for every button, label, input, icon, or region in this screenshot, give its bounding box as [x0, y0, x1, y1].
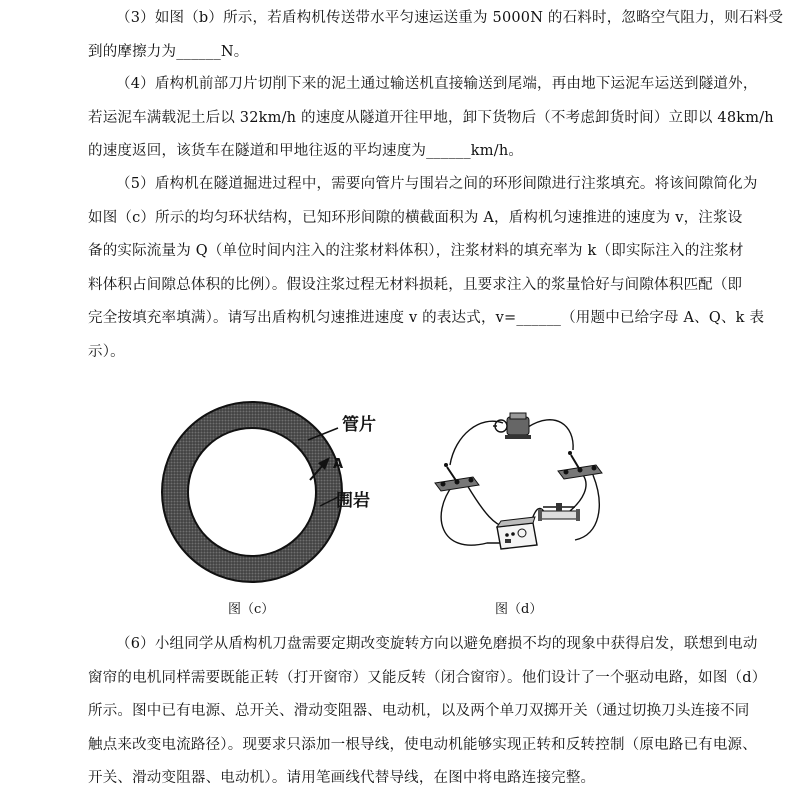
label-weiyan: 围岩	[336, 491, 370, 511]
question-3	[88, 2, 784, 69]
q6-line-1: （6）小组同学从盾构机刀盘需要定期改变旋转方向以避免磨损不均的现象中获得启发，联想到电动	[116, 636, 758, 652]
q6-line-5: 开关、滑动变阻器、电动机）。请用笔画线代替导线，在图中将电路连接完整。	[88, 770, 596, 786]
wire-motor-to-right-switch	[528, 420, 573, 450]
wire-rheostat-to-right-switch	[565, 475, 586, 515]
label-A: A	[333, 457, 344, 472]
figure-d-caption: 图（d）	[495, 602, 543, 617]
right-spdt-switch	[558, 451, 602, 479]
question-5	[88, 168, 765, 369]
electric-motor	[493, 413, 531, 439]
figure-c-caption: 图（c）	[228, 602, 275, 617]
q4-line-1: （4）盾构机前部刀片切削下来的泥土通过输送机直接输送到尾端，再由地下运泥车运送到隧道外，	[116, 76, 758, 92]
question-6	[88, 628, 767, 796]
inner-hole	[188, 428, 316, 556]
wire-right-switch-end	[575, 475, 599, 540]
figure-c-ring-diagram	[160, 400, 390, 600]
question-4	[88, 68, 774, 169]
q4-line-3: 的速度返回，该货车在隧道和甲地往返的平均速度为______km/h。	[88, 143, 524, 159]
label-guanpian: 管片	[342, 415, 376, 435]
q5-line-4: 料体积占间隙总体积的比例）。假设注浆过程无材料损耗，且要求注入的浆量恰好与间隙体积匹配（即	[88, 276, 743, 293]
q6-line-3: 所示。图中已有电源、总开关、滑动变阻器、电动机，以及两个单刀双掷开关（通过切换刀头连接不同	[88, 703, 750, 719]
q3-line-1: （3）如图（b）所示，若盾构机传送带水平匀速运送重为 5000N 的石料时，忽略空气阻力，则石料受	[116, 10, 784, 26]
power-supply	[497, 517, 537, 549]
q6-line-2: 窗帘的电机同样需要既能正转（打开窗帘）又能反转（闭合窗帘）。他们设计了一个驱动电路，如图（d）	[88, 669, 767, 686]
q3-line-2: 到的摩擦力为______N。	[88, 43, 249, 60]
sliding-rheostat	[538, 503, 580, 521]
q5-line-3: 备的实际流量为 Q（单位时间内注入的注浆材料体积），注浆材料的填充率为 k（即实际注入的注浆材	[88, 243, 744, 259]
q5-line-5: 完全按填充率填满）。请写出盾构机匀速推进速度 v 的表达式，v=______（用题中已给字母 A、Q、k 表	[88, 310, 765, 326]
q6-line-4: 触点来改变电流路径）。现要求只添加一根导线，使电动机能够实现正转和反转控制（原电路已有电源、	[88, 736, 757, 753]
q4-line-2: 若运泥车满载泥土后以 32km/h 的速度从隧道开往甲地，卸下货物后（不考虑卸货时间）立即以 48km/h	[88, 109, 774, 126]
q5-line-1: （5）盾构机在隧道掘进过程中，需要向管片与围岩之间的环形间隙进行注浆填充。将该间隙简化为	[116, 176, 758, 192]
left-spdt-switch	[435, 463, 479, 491]
wire-left-switch-to-switch	[467, 485, 505, 527]
figure-d-circuit-diagram	[425, 405, 625, 565]
q5-line-6: 示）。	[88, 343, 125, 360]
q5-line-2: 如图（c）所示的均匀环状结构，已知环形间隙的横截面积为 A，盾构机匀速推进的速度为 v，注浆设	[88, 209, 743, 226]
